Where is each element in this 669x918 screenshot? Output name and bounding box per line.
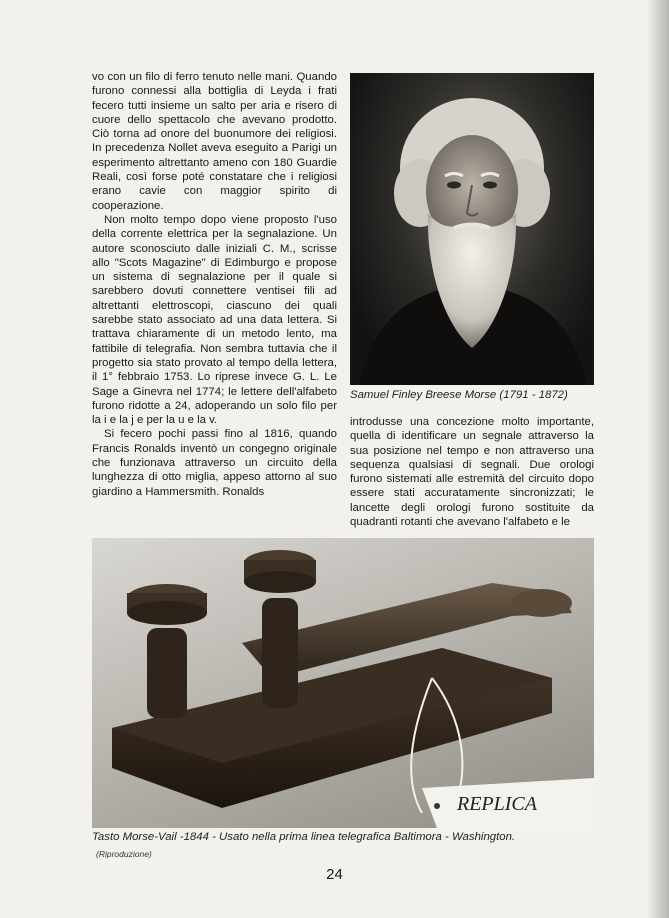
page-number: 24 (326, 866, 343, 883)
paragraph: Si fecero pochi passi fino al 1816, quando Francis Ronalds inventò un congegno originale che funzionava attraverso un circuito della lunghezza di otto miglia, appeso attorno al suo giardino a Hammersmith. Ronalds (92, 428, 337, 498)
paragraph: introdusse una concezione molto importante, quella di identificare un segnale attraverso la sua posizione nel tempo e non attraverso una sequenza qualsiasi di segnali. Due orologi furono sistemati alle estremità del circuito dopo essere stati accuratamente sincronizzati; le lancette degli orologi furono sostituite da quadranti rotanti che avevano l'alfabeto e le (350, 416, 594, 529)
page-gutter-shadow (647, 0, 669, 918)
replica-tag-text: REPLICA (457, 793, 537, 815)
portrait-illustration (350, 73, 594, 385)
telegraph-key-caption: Tasto Morse-Vail -1844 - Usato nella prima linea telegrafica Baltimora - Washington. (92, 831, 516, 843)
morse-portrait-photo (350, 73, 594, 385)
portrait-caption: Samuel Finley Breese Morse (1791 - 1872) (350, 389, 568, 401)
paragraph: Non molto tempo dopo viene proposto l'uso della corrente elettrica per la segnalazione. Un autore sconosciuto dalle iniziali C. M., scrisse allo "Scots Magazine" di Edimburgo e propose un sistema di segnalazione per il quale si sarebbero dovuti connettere ventisei fili ad altrettanti elettroscopi, ciascuno dei quali sarebbe stato associato ad una data lettera. Si trattava chiaramente di un metodo lento, ma fattibile di telegrafia. Non sembra tuttavia che il progetto sia stato provato al tempo della lettera, il 1° febbraio 1753. Lo riprese invece G. L. Le Sage a Ginevra nel 1774; le lettere dell'alfabeto furono ridotte a 24, adoperando un solo filo per la i e la j e per la u e la v. (92, 213, 337, 427)
telegraph-key-photo (92, 538, 594, 828)
reproduction-note: (Riproduzione) (96, 849, 152, 859)
telegraph-key-illustration (92, 538, 594, 828)
left-text-column (92, 70, 337, 538)
right-text-column (350, 415, 594, 535)
paragraph: vo con un filo di ferro tenuto nelle mani. Quando furono connessi alla bottiglia di Leyda i frati fecero tutti insieme un salto per aria e risero di cuore dello spettacolo che avevano prodotto. Ciò torna ad onore del buonumore dei religiosi. In precedenza Nollet aveva eseguito a Parigi un esperimento altrettanto ameno con 180 Guardie Reali, così forse poté constatare che i religiosi erano cavie con maggior spirito di cooperazione. (92, 71, 337, 212)
